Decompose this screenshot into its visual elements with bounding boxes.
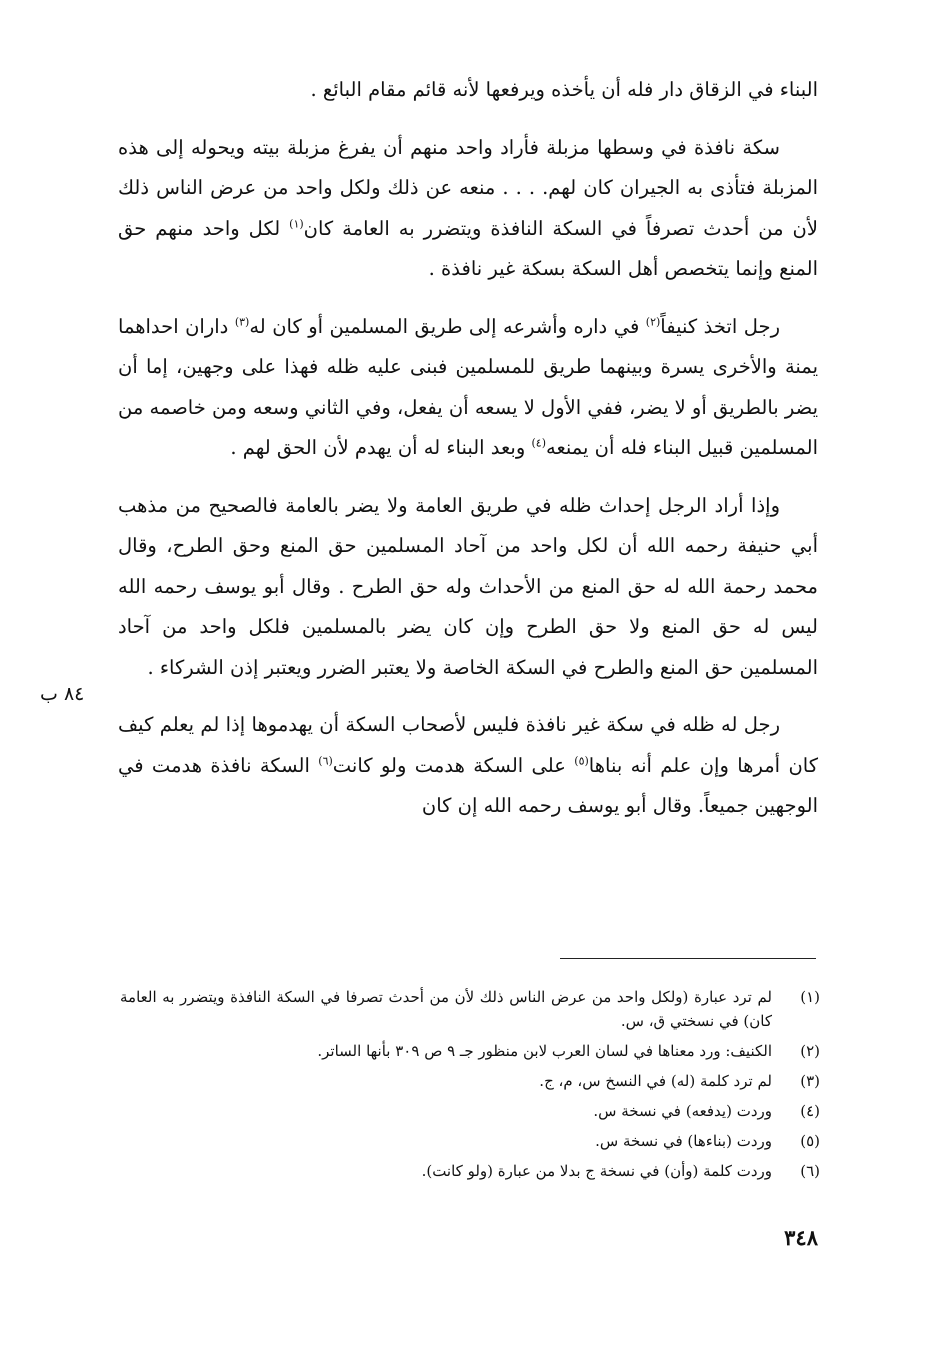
footnote-item <box>120 1129 820 1153</box>
manuscript-folio-note: ٨٤ ب <box>40 683 85 705</box>
footnote-number: (٥) <box>800 1132 820 1150</box>
footnote-text: وردت (بناءها) في نسخة س. <box>595 1132 772 1150</box>
footnote-item <box>120 985 820 1033</box>
footnote-text: وردت كلمة (وأن) في نسخة ج بدلا من عبارة (ولو كانت). <box>421 1162 772 1180</box>
paragraph-5-text-b: على السكة هدمت ولو كانت <box>332 753 575 777</box>
footnote-ref-1: (١) <box>289 217 304 230</box>
footnote-number: (٦) <box>800 1162 820 1180</box>
main-text <box>118 70 818 844</box>
footnote-text: لم ترد كلمة (له) في النسخ س، م، ج. <box>539 1072 772 1090</box>
paragraph-2 <box>118 128 818 290</box>
footnote-number: (٤) <box>800 1102 820 1120</box>
paragraph-1-text: البناء في الزقاق دار فله أن يأخذه ويرفعها لأنه قائم مقام البائع . <box>310 78 818 101</box>
footnote-ref-3: (٣) <box>234 315 250 328</box>
paragraph-3-text-c: داران احداهما يمنة والأخرى يسرة وبينهما طريق للمسلمين فبنى عليه ظله فهذا على وجهين، إما أن يضر بالطريق أو لا يضر، ففي الأول لا يسعه أن يفعل، وفي الثاني وسعه ومن خاصمه من المسلمين قبيل البناء فله أن يمنعه <box>118 314 818 459</box>
footnote-ref-6: (٦) <box>318 754 333 767</box>
footnote-separator <box>560 958 816 959</box>
footnote-text: وردت (يدفعه) في نسخة س. <box>593 1102 772 1120</box>
paragraph-2-text-end: لكل واحد منهم حق المنع وإنما يتخصص أهل السكة بسكة غير نافذة . <box>118 216 818 280</box>
footnote-ref-5: (٥) <box>574 754 589 767</box>
footnote-text: لم ترد عبارة (ولكل واحد من عرض الناس ذلك لأن من أحدث تصرفا في السكة النافذة ويتضرر به العامة كان) في نسختي ق، س. <box>120 988 772 1030</box>
paragraph-3-text-b: في داره وأشرعه إلى طريق المسلمين أو كان له <box>249 314 646 338</box>
footnote-number: (١) <box>800 988 820 1006</box>
footnote-text: الكنيف: ورد معناها في لسان العرب لابن منظور جـ ٩ ص ٣٠٩ بأنها الساتر. <box>317 1042 772 1060</box>
paragraph-3-text-a: رجل اتخذ كنيفاً <box>660 314 780 338</box>
paragraph-3 <box>118 307 818 469</box>
paragraph-5 <box>118 705 818 827</box>
footnote-number: (٣) <box>800 1072 820 1090</box>
paragraph-2-text: سكة نافذة في وسطها مزبلة فأراد واحد منهم أن يفرغ مزبلة بيته ويحوله إلى هذه المزبلة فتأذى به الجيران كان لهم. . . . منعه عن ذلك ولكل واحد من عرض الناس ذلك لأن من أحدث تصرفاً في السكة النافذة ويتضرر به العامة كان <box>118 135 818 240</box>
footnote-item <box>120 1159 820 1183</box>
footnote-item <box>120 1099 820 1123</box>
footnote-item <box>120 1069 820 1093</box>
footnote-number: (٢) <box>800 1042 820 1060</box>
paragraph-1 <box>118 70 818 111</box>
paragraph-4 <box>118 486 818 689</box>
footnote-ref-2: (٢) <box>645 315 661 328</box>
paragraph-4-text: وإذا أراد الرجل إحداث ظله في طريق العامة ولا يضر بالعامة فالصحيح من مذهب أبي حنيفة رحمه الله أن لكل واحد من آحاد المسلمين حق المنع وحق الطرح، وقال محمد رحمة الله له حق المنع من الأحداث وله حق الطرح . وقال أبو يوسف رحمه الله ليس له حق المنع ولا حق الطرح وإن كان يضر بالمسلمين فلكل واحد من آحاد المسلمين حق المنع والطرح في السكة الخاصة ولا يعتبر الضرر ويعتبر إذن الشركاء . <box>118 493 818 679</box>
paragraph-5-text-a: رجل له ظله في سكة غير نافذة فليس لأصحاب السكة أن يهدموها إذا لم يعلم كيف كان أمرها وإن علم أنه بناها <box>118 713 818 777</box>
footnote-ref-4: (٤) <box>531 436 546 450</box>
page-number: ٣٤٨ <box>784 1225 818 1250</box>
footnote-item <box>120 1039 820 1063</box>
paragraph-5-text-c: السكة نافذة هدمت في الوجهين جميعاً. وقال أبو يوسف رحمه الله إن كان <box>118 753 818 817</box>
paragraph-3-text-d: وبعد البناء له أن يهدم لأن الحق لهم . <box>230 436 532 459</box>
footnotes <box>120 985 820 1189</box>
